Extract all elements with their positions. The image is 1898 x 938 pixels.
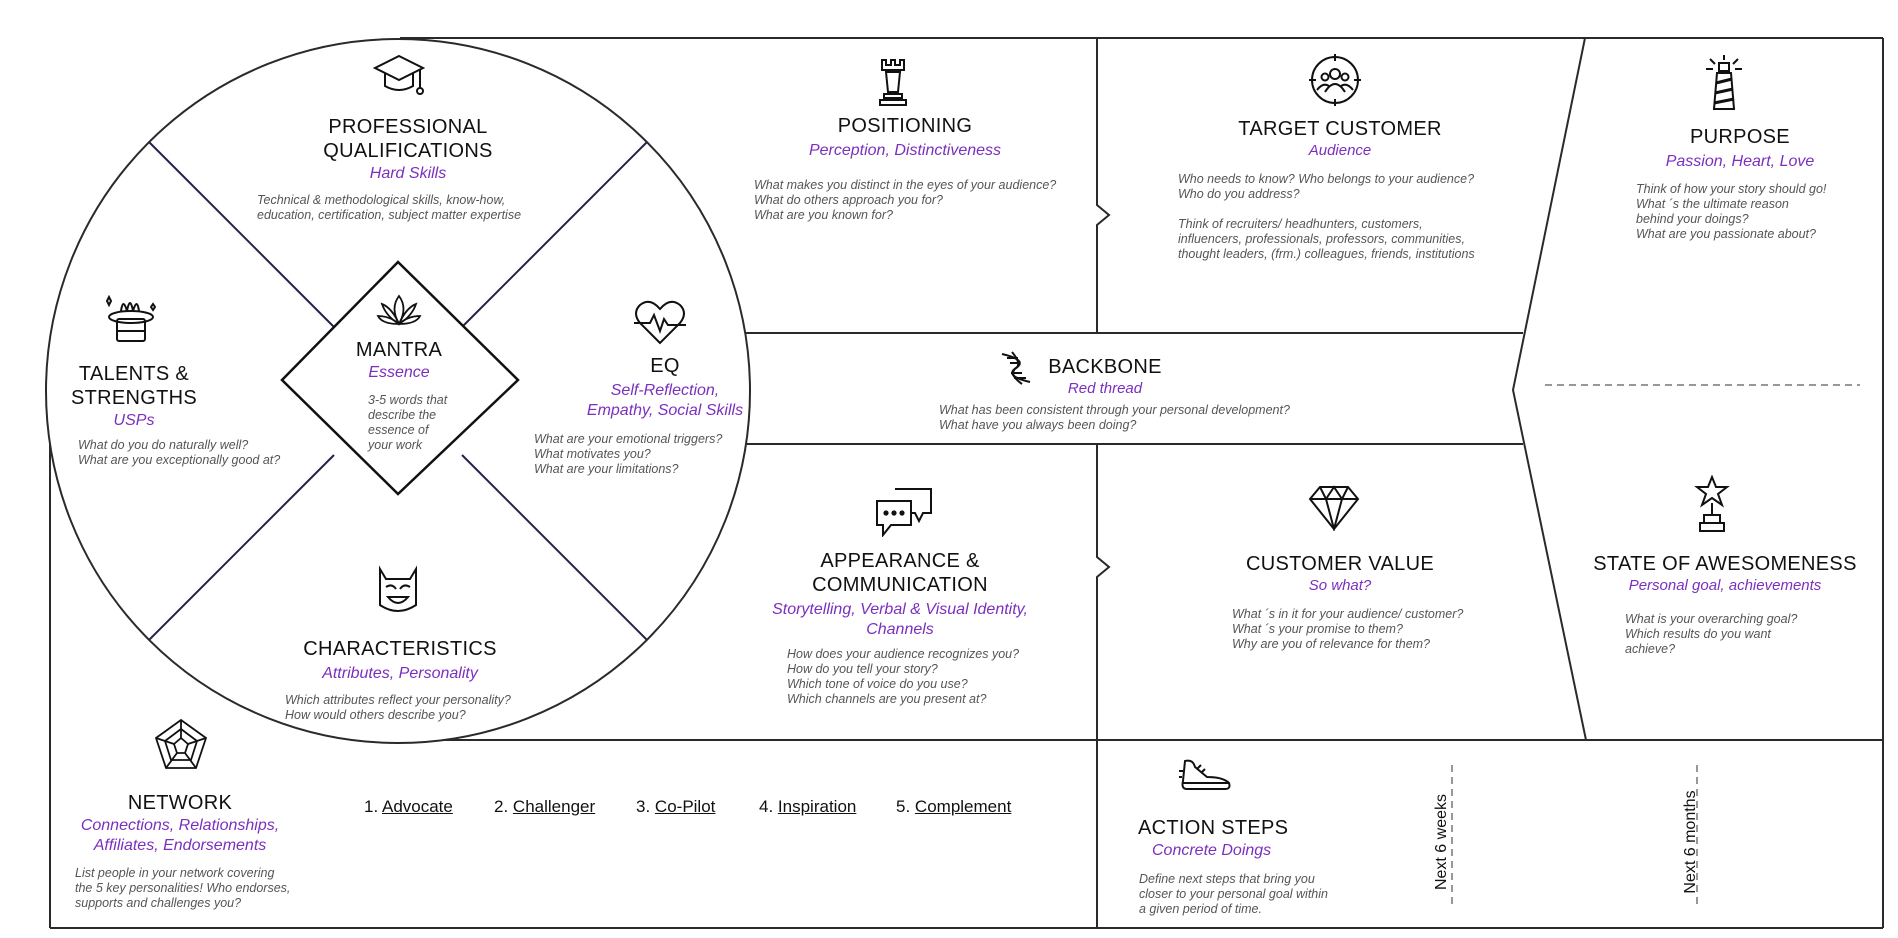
lotus-icon	[376, 292, 422, 332]
purpose-block	[1620, 124, 1860, 172]
network-item-copilot	[636, 797, 715, 817]
appearance-block	[740, 548, 1060, 640]
chat-bubbles-icon	[873, 485, 935, 537]
awesomeness-title: STATE OF AWESOMENESS	[1593, 553, 1857, 575]
backbone-title: BACKBONE	[1048, 356, 1162, 378]
mantra-title: MANTRA	[355, 339, 443, 361]
talents-title-line2: STRENGTHS	[70, 387, 198, 409]
heartbeat-icon	[632, 297, 688, 347]
dna-icon	[998, 350, 1034, 386]
target-customer-description: Who needs to know? Who belongs to your audience? Who do you address? Think of recruiters/ headhunters, customers, influencers, professionals, professors, communities, thought leaders, (frm.) colleagues, friends, institutions	[1178, 172, 1475, 261]
target-audience-icon	[1309, 54, 1361, 106]
mask-icon	[372, 565, 424, 617]
mantra-subtitle: Essence	[368, 364, 430, 381]
network-subtitle-line1: Connections, Relationships,	[80, 817, 280, 834]
network-subtitle-line2: Affiliates, Endorsements	[93, 837, 267, 854]
awesomeness-subtitle: Personal goal, achievements	[1628, 577, 1822, 594]
customer-value-title: CUSTOMER VALUE	[1246, 553, 1434, 575]
backbone-block	[1030, 354, 1180, 380]
talents-title-line1: TALENTS &	[78, 363, 190, 385]
network-description: List people in your network covering the 5 key personalities! Who endorses, supports and challenges you?	[75, 866, 291, 910]
network-item-inspiration	[759, 797, 856, 817]
diamond-icon	[1308, 485, 1360, 531]
network-item-complement	[896, 797, 1011, 817]
target-customer-block	[1210, 116, 1470, 161]
characteristics-subtitle: Attributes, Personality	[322, 665, 478, 682]
sneaker-icon	[1179, 755, 1233, 795]
network-item-label: Co-Pilot	[654, 797, 716, 816]
talents-subtitle: USPs	[113, 412, 155, 429]
professional-title-line2: QUALIFICATIONS	[323, 140, 493, 162]
action-steps-block	[1138, 815, 1308, 861]
customer-value-description: What ´s in it for your audience/ customer? What ´s your promise to them? Why are you of relevance for them?	[1232, 607, 1464, 651]
characteristics-description: Which attributes reflect your personality? How would others describe you?	[285, 693, 511, 722]
appearance-title-line1: APPEARANCE &	[820, 550, 980, 572]
network-item-number: 1.	[364, 797, 379, 816]
network-item-number: 2.	[494, 797, 509, 816]
network-title: NETWORK	[127, 792, 233, 814]
backbone-description: What has been consistent through your personal development? What have you always been doing?	[939, 403, 1290, 432]
appearance-subtitle-line1: Storytelling, Verbal & Visual Identity,	[772, 601, 1028, 618]
talents-block	[58, 361, 210, 431]
action-steps-title: ACTION STEPS	[1138, 817, 1289, 839]
positioning-description: What makes you distinct in the eyes of your audience? What do others approach you for? What are you known for?	[754, 178, 1057, 222]
next-6-weeks-label: Next 6 weeks	[1433, 793, 1450, 891]
network-item-number: 3.	[636, 797, 651, 816]
graduation-cap-icon	[373, 52, 425, 102]
customer-value-subtitle: So what?	[1308, 577, 1372, 594]
eq-subtitle-line1: Self-Reflection,	[610, 382, 720, 399]
network-item-label: Challenger	[512, 797, 596, 816]
customer-value-block	[1210, 551, 1470, 596]
characteristics-title: CHARACTERISTICS	[303, 638, 497, 660]
appearance-description: How does your audience recognizes you? How do you tell your story? Which tone of voice do you use? Which channels are you present at?	[787, 647, 1020, 706]
awesomeness-block	[1570, 551, 1880, 596]
professional-title-line1: PROFESSIONAL	[328, 116, 488, 138]
eq-description: What are your emotional triggers? What motivates you? What are your limitations?	[534, 432, 723, 476]
positioning-subtitle: Perception, Distinctiveness	[808, 142, 1002, 159]
purpose-title: PURPOSE	[1690, 126, 1790, 148]
action-steps-subtitle: Concrete Doings	[1152, 842, 1272, 859]
chess-rook-icon	[878, 58, 908, 106]
lighthouse-icon	[1700, 55, 1748, 111]
eq-block	[565, 353, 765, 421]
mantra-block	[338, 337, 460, 383]
network-item-advocate	[364, 797, 453, 817]
purpose-subtitle: Passion, Heart, Love	[1665, 153, 1815, 170]
network-item-label: Advocate	[381, 797, 453, 816]
professional-description: Technical & methodological skills, know-how, education, certification, subject matter expertise	[257, 193, 522, 222]
appearance-subtitle-line2: Channels	[866, 621, 934, 638]
appearance-title-line2: COMMUNICATION	[812, 574, 988, 596]
action-steps-description: Define next steps that bring you closer to your personal goal within a given period of time.	[1139, 872, 1328, 916]
target-customer-subtitle: Audience	[1308, 142, 1372, 159]
talents-description: What do you do naturally well? What are you exceptionally good at?	[78, 438, 281, 467]
magic-hat-icon	[103, 293, 159, 349]
professional-block	[268, 114, 548, 184]
positioning-block	[770, 113, 1040, 161]
eq-subtitle-line2: Empathy, Social Skills	[586, 402, 744, 419]
target-customer-title: TARGET CUSTOMER	[1238, 118, 1442, 140]
next-6-months-label: Next 6 months	[1682, 790, 1699, 894]
network-item-challenger	[494, 797, 595, 817]
awesomeness-description: What is your overarching goal? Which results do you want achieve?	[1625, 612, 1798, 656]
web-icon	[154, 718, 208, 770]
characteristics-block	[270, 636, 530, 684]
professional-subtitle: Hard Skills	[369, 165, 447, 182]
network-item-label: Inspiration	[777, 797, 857, 816]
trophy-icon	[1694, 475, 1730, 533]
network-item-number: 4.	[759, 797, 774, 816]
positioning-title: POSITIONING	[837, 115, 973, 137]
eq-title: EQ	[650, 355, 680, 377]
network-item-label: Complement	[914, 797, 1012, 816]
network-block	[60, 790, 300, 856]
backbone-subtitle: Red thread	[1067, 380, 1143, 397]
purpose-description: Think of how your story should go! What ´s the ultimate reason behind your doings? What are you passionate about?	[1636, 182, 1827, 241]
network-item-number: 5.	[896, 797, 911, 816]
mantra-description: 3-5 words that describe the essence of your work	[368, 393, 448, 452]
